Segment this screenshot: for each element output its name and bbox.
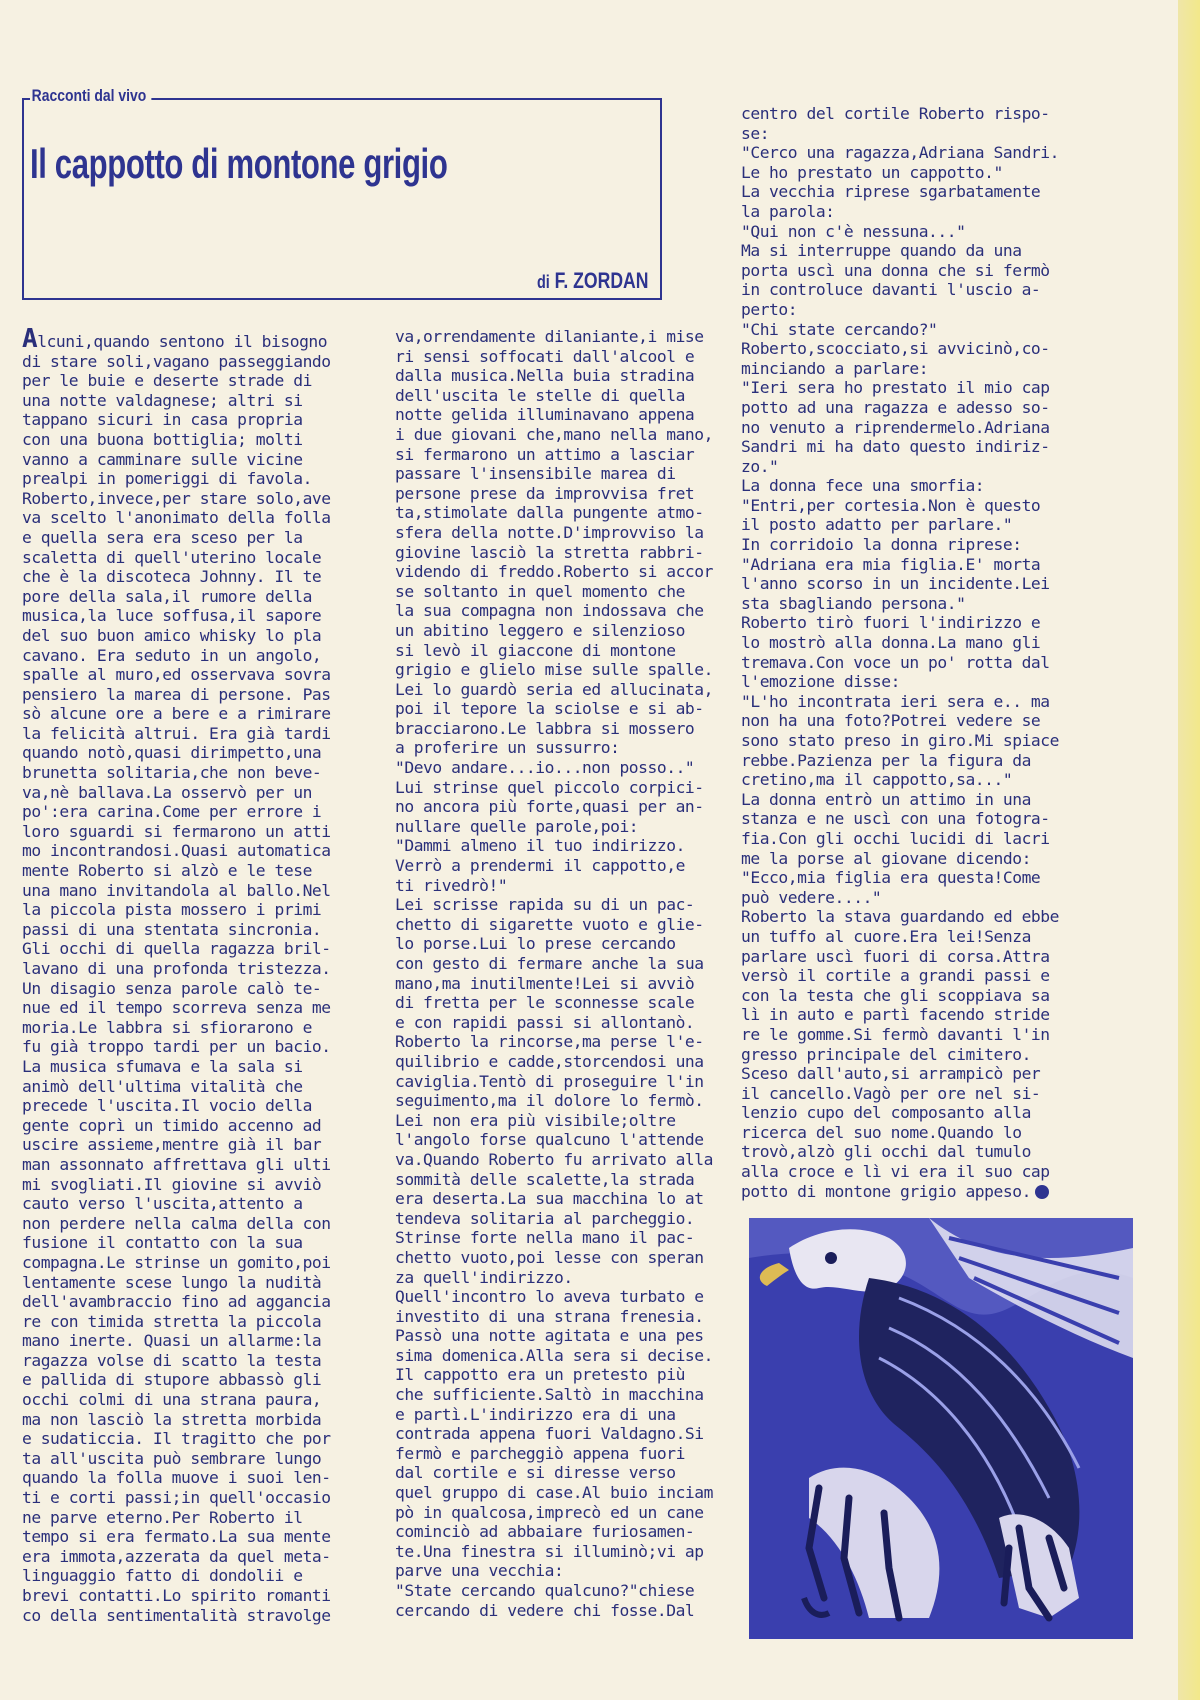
end-mark-icon — [1035, 1185, 1049, 1199]
page-edge — [1178, 0, 1200, 1700]
byline-prefix: di — [537, 272, 550, 292]
section-label: Racconti dal vivo — [30, 86, 151, 106]
column-3-text: centro del cortile Roberto rispo- se: "Cerco una ragazza,Adriana Sandri. Le ho prestato un cappotto." La vecchia riprese sgarbatamente la parola: "Qui non c'è nessuna..." Ma si interruppe quando da una porta uscì una donna che si fermò in controluce davanti l'uscio a- perto: "Chi state cercando?" Roberto,scocciato,si avvicinò,co- minciando a parlare: "Ieri sera ho prestato il mio cap potto ad una ragazza e adesso so- no venuto a riprendermelo.Adriana Sandri mi ha dato questo indiriz- zo." La donna fece una smorfia: "Entri,per cortesia.Non è questo il posto adatto per parlare." In corridoio la donna riprese: "Adriana era mia figlia.E' morta l'anno scorso in un incidente.Lei sta sbagliando persona." Roberto tirò fuori l'indirizzo e lo mostrò alla donna.La mano gli tremava.Con voce un po' rotta dal l'emozione disse: "L'ho incontrata ieri sera e.. ma non ha una foto?Potrei vedere se sono stato preso in giro.Mi spiace rebbe.Pazienza per la figura da cretino,ma il cappotto,sa..." La donna entrò un attimo in una stanza e ne uscì con una fotogra- fia.Con gli occhi lucidi di lacri me la porse al giovane dicendo: "Ecco,mia figlia era questa!Come può vedere...." Roberto la stava guardando ed ebbe un tuffo al cuore.Era lei!Senza parlare uscì fuori di corsa.Attra versò il cortile a grandi passi e con la testa che gli scoppiava sa lì in auto e partì facendo stride re le gomme.Si fermò davanti l'in gresso principale del cimitero. Sceso dall'auto,si arrampicò per il cancello.Vagò per ore nel si- lenzio cupo del composanto alla ricerca del suo nome.Quando lo trovò,alzò gli occhi dal tumulo alla croce e lì vi era il suo cap potto di montone grigio appeso. — [741, 104, 1059, 1201]
eagle-talons-icon — [749, 1218, 1133, 1639]
article-column-2: va,orrendamente dilaniante,i mise ri sensi soffocati dall'alcool e dalla musica.Nella buia stradina dell'uscita le stelle di quella notte gelida illuminavano appena i due giovani che,mano nella mano, si fermarono un attimo a lasciar passare l'insensibile marea di persone prese da improvvisa fret ta,stimolate dalla pungente atmo- sfera della notte.D'improvviso la giovine lasciò la stretta rabbri- videndo di freddo.Roberto si accor se soltanto in quel momento che la sua compagna non indossava che un abitino leggero e silenzioso si levò il giaccone di montone grigio e glielo mise sulle spalle. Lei lo guardò seria ed allucinata, poi il tepore la sciolse e si ab- bracciarono.Le labbra si mossero a proferire un sussurro: "Devo andare...io...non posso.." Lui strinse quel piccolo corpici- no ancora più forte,quasi per an- nullare quelle parole,poi: "Dammi almeno il tuo indirizzo. Verrò a prendermi il cappotto,e ti rivedrò!" Lei scrisse rapida su di un pac- chetto di sigarette vuoto e glie- lo porse.Lui lo prese cercando con gesto di fermare anche la sua mano,ma inutilmente!Lei si avviò di fretta per le sconnesse scale e con rapidi passi si allontanò. Roberto la rincorse,ma perse l'e- quilibrio e cadde,storcendosi una caviglia.Tentò di proseguire l'in seguimento,ma il dolore lo fermò. Lei non era più visibile;oltre l'angolo forse qualcuno l'attende va.Quando Roberto fu arrivato alla sommità delle scalette,la strada era deserta.La sua macchina lo at tendeva solitaria al parcheggio. Strinse forte nella mano il pac- chetto vuoto,poi lesse con speran za quell'indirizzo. Quell'incontro lo aveva turbato e investito di una strana frenesia. Passò una notte agitata e una pes sima domenica.Alla sera si decise. Il cappotto era un pretesto più che sufficiente.Saltò in macchina e partì.L'indirizzo era di una contrada appena fuori Valdagno.Si fermò e parcheggiò appena fuori dal cortile e si diresse verso quel gruppo di case.Al buio inciam pò in qualcosa,imprecò ed un cane cominciò ad abbaiare furiosamen- te.Una finestra si illuminò;vi ap parve una vecchia: "State cercando qualcuno?"chiese cercando di vedere chi fosse.Dal — [395, 327, 713, 1620]
column-1-text: lcuni,quando sentono il bisogno di stare soli,vagano passeggiando per le buie e deserte strade di una notte valdagnese; altri si tappano sicuri in casa propria con una buona bottiglia; molti vanno a camminare sulle vicine prealpi in pomeriggi di favola. Roberto,invece,per stare solo,ave va scelto l'anonimato della folla e quella sera era sceso per la scaletta di quell'uterino locale che è la discoteca Johnny. Il te pore della sala,il rumore della musica,la luce soffusa,il sapore del suo buon amico whisky lo pla cavano. Era seduto in un angolo, spalle al muro,ed osservava sovra pensiero la marea di persone. Pas sò alcune ore a bere e a rimirare la felicità altrui. Era già tardi quando notò,quasi dirimpetto,una brunetta solitaria,che non beve- va,nè ballava.La osservò per un po':era carina.Come per errore i loro sguardi si fermarono un atti mo incontrandosi.Quasi automatica mente Roberto si alzò e le tese una mano invitandola al ballo.Nel la piccola pista mossero i primi passi di una stentata sincronia. Gli occhi di quella ragazza bril- lavano di una profonda tristezza. Un disagio senza parole calò te- nue ed il tempo scorreva senza me moria.Le labbra si sfiorarono e fu già troppo tardi per un bacio. La musica sfumava e la sala si animò dell'ultima vitalità che precede l'uscita.Il vocio della gente coprì un timido accenno ad uscire assieme,mentre già il bar man assonnato affrettava gli ulti mi svogliati.Il giovine si avviò cauto verso l'uscita,attento a non perdere nella calma della con fusione il contatto con la sua compagna.Le strinse un gomito,poi lentamente scese lungo la nudità dell'avambraccio fino ad aggancia re con timida stretta la piccola mano inerte. Quasi un allarme:la ragazza volse di scatto la testa e pallida di stupore abbassò gli occhi colmi di una strana paura, ma non lasciò la stretta morbida e sudaticcia. Il tragitto che por ta all'uscita può sembrare lungo quando la folla muove i suoi len- ti e corti passi;in quell'occasio ne parve eterno.Per Roberto il tempo si era fermato.La sua mente era immota,azzerata da quel meta- linguaggio fatto di dondolii e brevi contatti.Lo spirito romanti co della sentimentalità stravolge — [22, 332, 331, 1625]
article-column-3 — [741, 104, 1059, 1201]
byline-author: F. ZORDAN — [554, 268, 649, 293]
drop-cap: A — [22, 324, 38, 354]
article-title: Il cappotto di montone grigio — [30, 140, 448, 187]
eagle-illustration — [749, 1218, 1133, 1639]
article-column-1 — [22, 324, 331, 1625]
byline — [537, 268, 648, 294]
